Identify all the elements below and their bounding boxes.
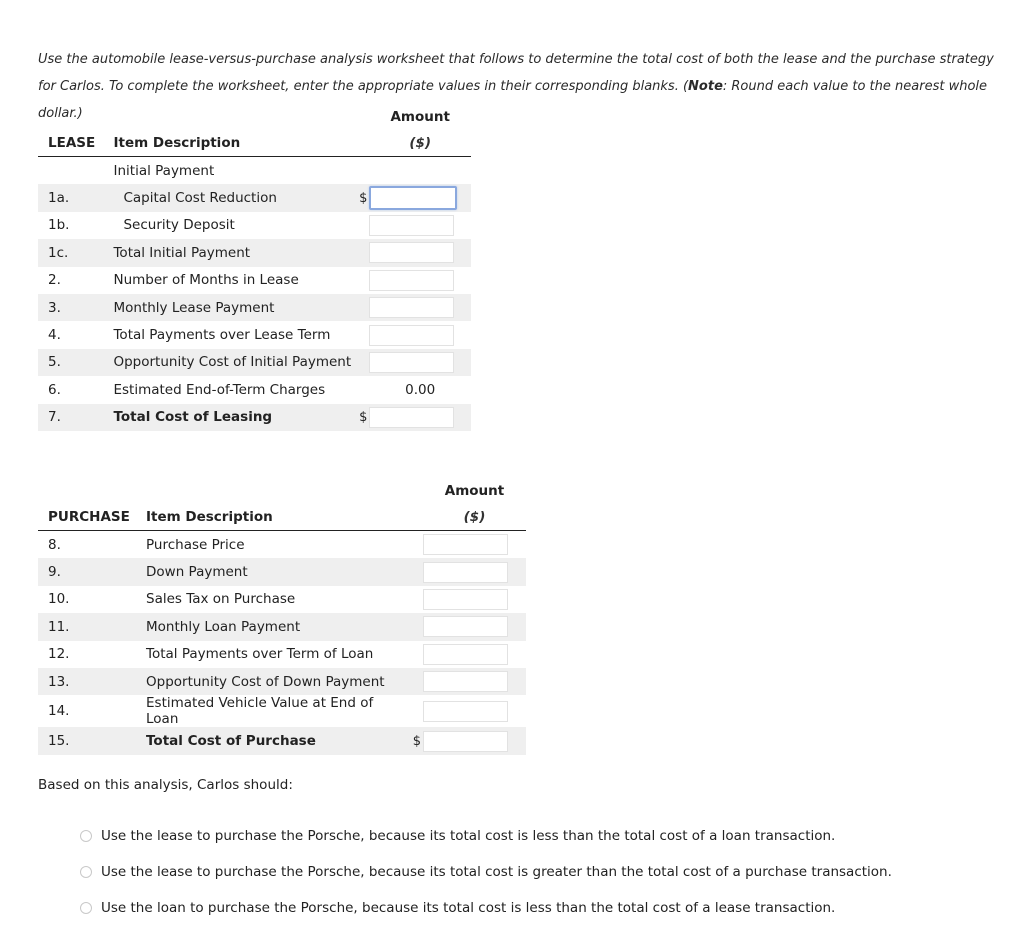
row-description: Purchase Price [146, 536, 245, 553]
table-row [38, 641, 526, 668]
dollar-sign: $ [359, 184, 369, 211]
dollar-sign: $ [409, 727, 423, 754]
capital-cost-reduction-input[interactable] [369, 186, 457, 210]
sales-tax-input[interactable] [423, 589, 508, 610]
answer-option[interactable] [80, 890, 892, 926]
table-row [38, 212, 471, 239]
total-cost-purchase-input[interactable] [423, 731, 508, 752]
row-number: 15. [38, 727, 146, 754]
row-number: 1b. [48, 217, 70, 234]
initial-payment-label: Initial Payment [113, 162, 215, 179]
row-number: 7. [38, 404, 113, 431]
row-number: 6. [48, 381, 61, 398]
row-number: 1c. [38, 239, 113, 266]
lease-worksheet [38, 104, 471, 431]
table-row [38, 668, 526, 695]
radio-button[interactable] [80, 830, 92, 842]
table-row [38, 727, 526, 754]
row-number: 12. [48, 646, 70, 663]
instructions-note-text: : Round each value to the nearest whole dollar.) [38, 79, 988, 121]
row-description: Total Cost of Purchase [146, 727, 409, 754]
row-description: Down Payment [146, 558, 409, 585]
row-description: Estimated End-of-Term Charges [113, 381, 326, 398]
table-row [38, 695, 526, 727]
purchase-price-input[interactable] [423, 534, 508, 555]
vehicle-value-end-input[interactable] [423, 701, 508, 722]
months-in-lease-input[interactable] [369, 270, 454, 291]
lease-item-header: Item Description [113, 130, 359, 157]
down-payment-input[interactable] [423, 562, 508, 583]
row-description: Capital Cost Reduction [113, 184, 359, 211]
answer-options [80, 818, 892, 926]
lease-amount-header: Amount [390, 109, 450, 125]
table-row [38, 586, 526, 613]
row-number: 8. [48, 536, 61, 553]
lease-amount-unit: ($) [369, 130, 471, 157]
table-row [38, 613, 526, 640]
table-row [38, 558, 526, 585]
table-row [38, 184, 471, 211]
radio-button[interactable] [80, 866, 92, 878]
total-cost-leasing-input[interactable] [369, 407, 454, 428]
answer-option-label: Use the loan to purchase the Porsche, because its total cost is less than the total cost of a lease transaction. [101, 900, 836, 916]
answer-option[interactable] [80, 818, 892, 854]
dollar-sign: $ [359, 404, 369, 431]
row-number: 11. [38, 613, 146, 640]
row-description: Monthly Lease Payment [113, 294, 359, 321]
monthly-loan-payment-input[interactable] [423, 616, 508, 637]
row-description: Total Cost of Leasing [113, 404, 359, 431]
table-row [38, 294, 471, 321]
row-number: 1a. [38, 184, 113, 211]
table-row [38, 404, 471, 431]
table-row [38, 267, 471, 294]
total-lease-payments-input[interactable] [369, 325, 454, 346]
purchase-amount-unit: ($) [423, 504, 526, 531]
table-row [38, 376, 471, 403]
instructions-text: Use the automobile lease-versus-purchase analysis worksheet that follows to determine the total cost of both the lease and the purchase strategy for Carlos. To complete the worksheet, enter the appropriate values in their corresponding blanks. ( [38, 52, 994, 94]
security-deposit-input[interactable] [369, 215, 454, 236]
row-number: 4. [48, 327, 61, 344]
row-description: Total Payments over Term of Loan [146, 646, 374, 663]
lease-section-label: LEASE [38, 130, 113, 157]
answer-option-label: Use the lease to purchase the Porsche, because its total cost is less than the total cost of a loan transaction. [101, 828, 836, 844]
note-label: Note [688, 79, 723, 94]
purchase-item-header: Item Description [146, 504, 409, 531]
table-row [38, 239, 471, 266]
answer-option[interactable] [80, 854, 892, 890]
row-number: 10. [48, 591, 70, 608]
table-row [38, 321, 471, 348]
row-description: Total Payments over Lease Term [113, 327, 331, 344]
table-row [38, 349, 471, 376]
row-description: Total Initial Payment [113, 239, 359, 266]
row-description: Opportunity Cost of Down Payment [146, 668, 409, 695]
purchase-section-label: PURCHASE [38, 504, 146, 531]
row-description: Opportunity Cost of Initial Payment [113, 349, 359, 376]
row-description: Security Deposit [123, 217, 235, 234]
radio-button[interactable] [80, 902, 92, 914]
row-number: 2. [48, 272, 61, 289]
opportunity-cost-down-input[interactable] [423, 671, 508, 692]
row-description: Monthly Loan Payment [146, 613, 409, 640]
row-number: 13. [38, 668, 146, 695]
row-description: Sales Tax on Purchase [146, 591, 296, 608]
total-loan-payments-input[interactable] [423, 644, 508, 665]
opportunity-cost-initial-input[interactable] [369, 352, 454, 373]
answer-option-label: Use the lease to purchase the Porsche, because its total cost is greater than the total cost of a purchase transaction. [101, 864, 892, 880]
row-number: 5. [38, 349, 113, 376]
row-description: Number of Months in Lease [113, 272, 299, 289]
question-prompt: Based on this analysis, Carlos should: [38, 777, 293, 793]
row-number: 3. [38, 294, 113, 321]
row-number: 14. [48, 703, 70, 720]
row-number: 9. [38, 558, 146, 585]
purchase-amount-header: Amount [444, 483, 505, 499]
row-description: Estimated Vehicle Value at End of Loan [146, 695, 374, 728]
purchase-worksheet [38, 478, 526, 755]
total-initial-payment-input[interactable] [369, 242, 454, 263]
monthly-lease-payment-input[interactable] [369, 297, 454, 318]
table-row [38, 531, 526, 559]
end-of-term-charges-value: 0.00 [405, 381, 436, 398]
